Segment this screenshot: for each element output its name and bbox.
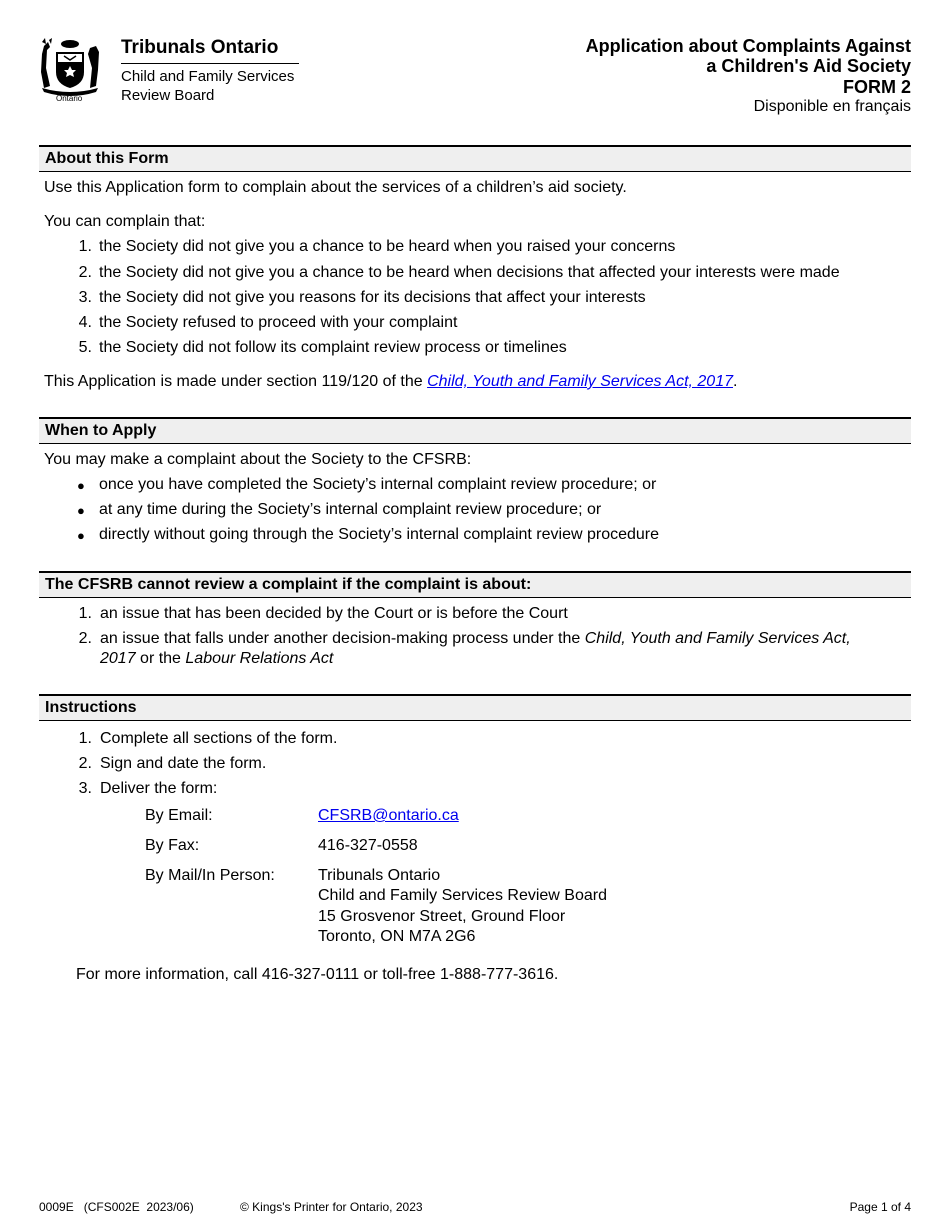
fax-label: By Fax: — [145, 837, 200, 854]
list-item: the Society refused to proceed with your complaint — [99, 314, 458, 331]
logo-ontario-text: Ontario — [56, 94, 83, 103]
list-item-continued — [100, 650, 333, 668]
email-link[interactable]: CFSRB@ontario.ca — [318, 807, 459, 824]
act-title: Labour Relations Act — [185, 650, 334, 667]
list-item: the Society did not give you a chance to be heard when decisions that affected your interests were made — [99, 264, 840, 281]
form-title-line2: a Children's Aid Society — [706, 56, 911, 76]
when-intro: You may make a complaint about the Society to the CFSRB: — [44, 451, 472, 468]
section-heading-about: About this Form — [39, 145, 911, 172]
act-title: Child, Youth and Family Services Act, — [584, 630, 851, 647]
instruction-step: Complete all sections of the form. — [100, 730, 338, 747]
bullet-icon: ● — [77, 528, 85, 543]
complain-intro: You can complain that: — [44, 213, 206, 230]
list-number: 2. — [78, 630, 92, 647]
ontario-coat-of-arms-logo — [38, 38, 102, 104]
list-number: 3. — [78, 780, 92, 797]
bullet-icon: ● — [77, 503, 85, 518]
section-heading-when: When to Apply — [39, 417, 911, 444]
more-info: For more information, call 416-327-0111 or toll-free 1-888-777-3616. — [76, 966, 559, 983]
instruction-step: Sign and date the form. — [100, 755, 267, 772]
footer-page-number: Page 1 of 4 — [849, 1200, 911, 1214]
list-item: the Society did not give you a chance to be heard when you raised your concerns — [99, 238, 676, 255]
instruction-step: Deliver the form: — [100, 780, 218, 797]
org-divider — [121, 63, 299, 64]
act-year: 2017 — [100, 650, 136, 667]
about-intro: Use this Application form to complain about the services of a children’s aid society. — [44, 179, 627, 196]
list-item: at any time during the Society’s internal complaint review procedure; or — [99, 501, 602, 518]
list-item: once you have completed the Society’s internal complaint review procedure; or — [99, 476, 657, 493]
mail-address-line: Child and Family Services Review Board — [318, 887, 607, 904]
footer-form-code: 0009E (CFS002E 2023/06) — [39, 1200, 194, 1214]
mail-label: By Mail/In Person: — [145, 867, 275, 884]
list-number: 5. — [78, 339, 92, 356]
mail-address-line: Toronto, ON M7A 2G6 — [318, 928, 476, 945]
list-number: 1. — [78, 238, 92, 255]
list-item-text: an issue that falls under another decision-making process under the — [100, 630, 585, 647]
fax-number: 416-327-0558 — [318, 837, 418, 854]
list-number: 1. — [78, 605, 92, 622]
email-label: By Email: — [145, 807, 213, 824]
list-number: 2. — [78, 755, 92, 772]
act-reference-prefix: This Application is made under section 119/120 of the — [44, 373, 428, 390]
list-number: 3. — [78, 289, 92, 306]
act-link[interactable]: Child, Youth and Family Services Act, 2017 — [427, 373, 733, 390]
list-item: the Society did not follow its complaint review process or timelines — [99, 339, 567, 356]
section-heading-instructions: Instructions — [39, 694, 911, 721]
board-name-line2: Review Board — [121, 87, 215, 104]
act-reference-suffix: . — [733, 373, 738, 390]
bullet-icon: ● — [77, 478, 85, 493]
form-title-line1: Application about Complaints Against — [585, 36, 911, 56]
list-number: 1. — [78, 730, 92, 747]
list-number: 4. — [78, 314, 92, 331]
list-item: an issue that has been decided by the Court or is before the Court — [100, 605, 568, 622]
form-number: FORM 2 — [842, 77, 911, 97]
french-version-note: Disponible en français — [753, 98, 911, 115]
section-heading-cannot-review: The CFSRB cannot review a complaint if the complaint is about: — [39, 571, 911, 598]
mail-address-line: 15 Grosvenor Street, Ground Floor — [318, 908, 566, 925]
board-name-line1: Child and Family Services — [121, 68, 295, 85]
list-item-text: or the — [135, 650, 186, 667]
act-reference — [44, 373, 737, 391]
footer-copyright: © Kings's Printer for Ontario, 2023 — [240, 1200, 423, 1214]
org-name: Tribunals Ontario — [121, 37, 279, 58]
mail-address-line: Tribunals Ontario — [318, 867, 441, 884]
list-item: the Society did not give you reasons for its decisions that affect your interests — [99, 289, 646, 306]
list-item — [100, 630, 851, 648]
list-number: 2. — [78, 264, 92, 281]
list-item: directly without going through the Society’s internal complaint review procedure — [99, 526, 660, 543]
